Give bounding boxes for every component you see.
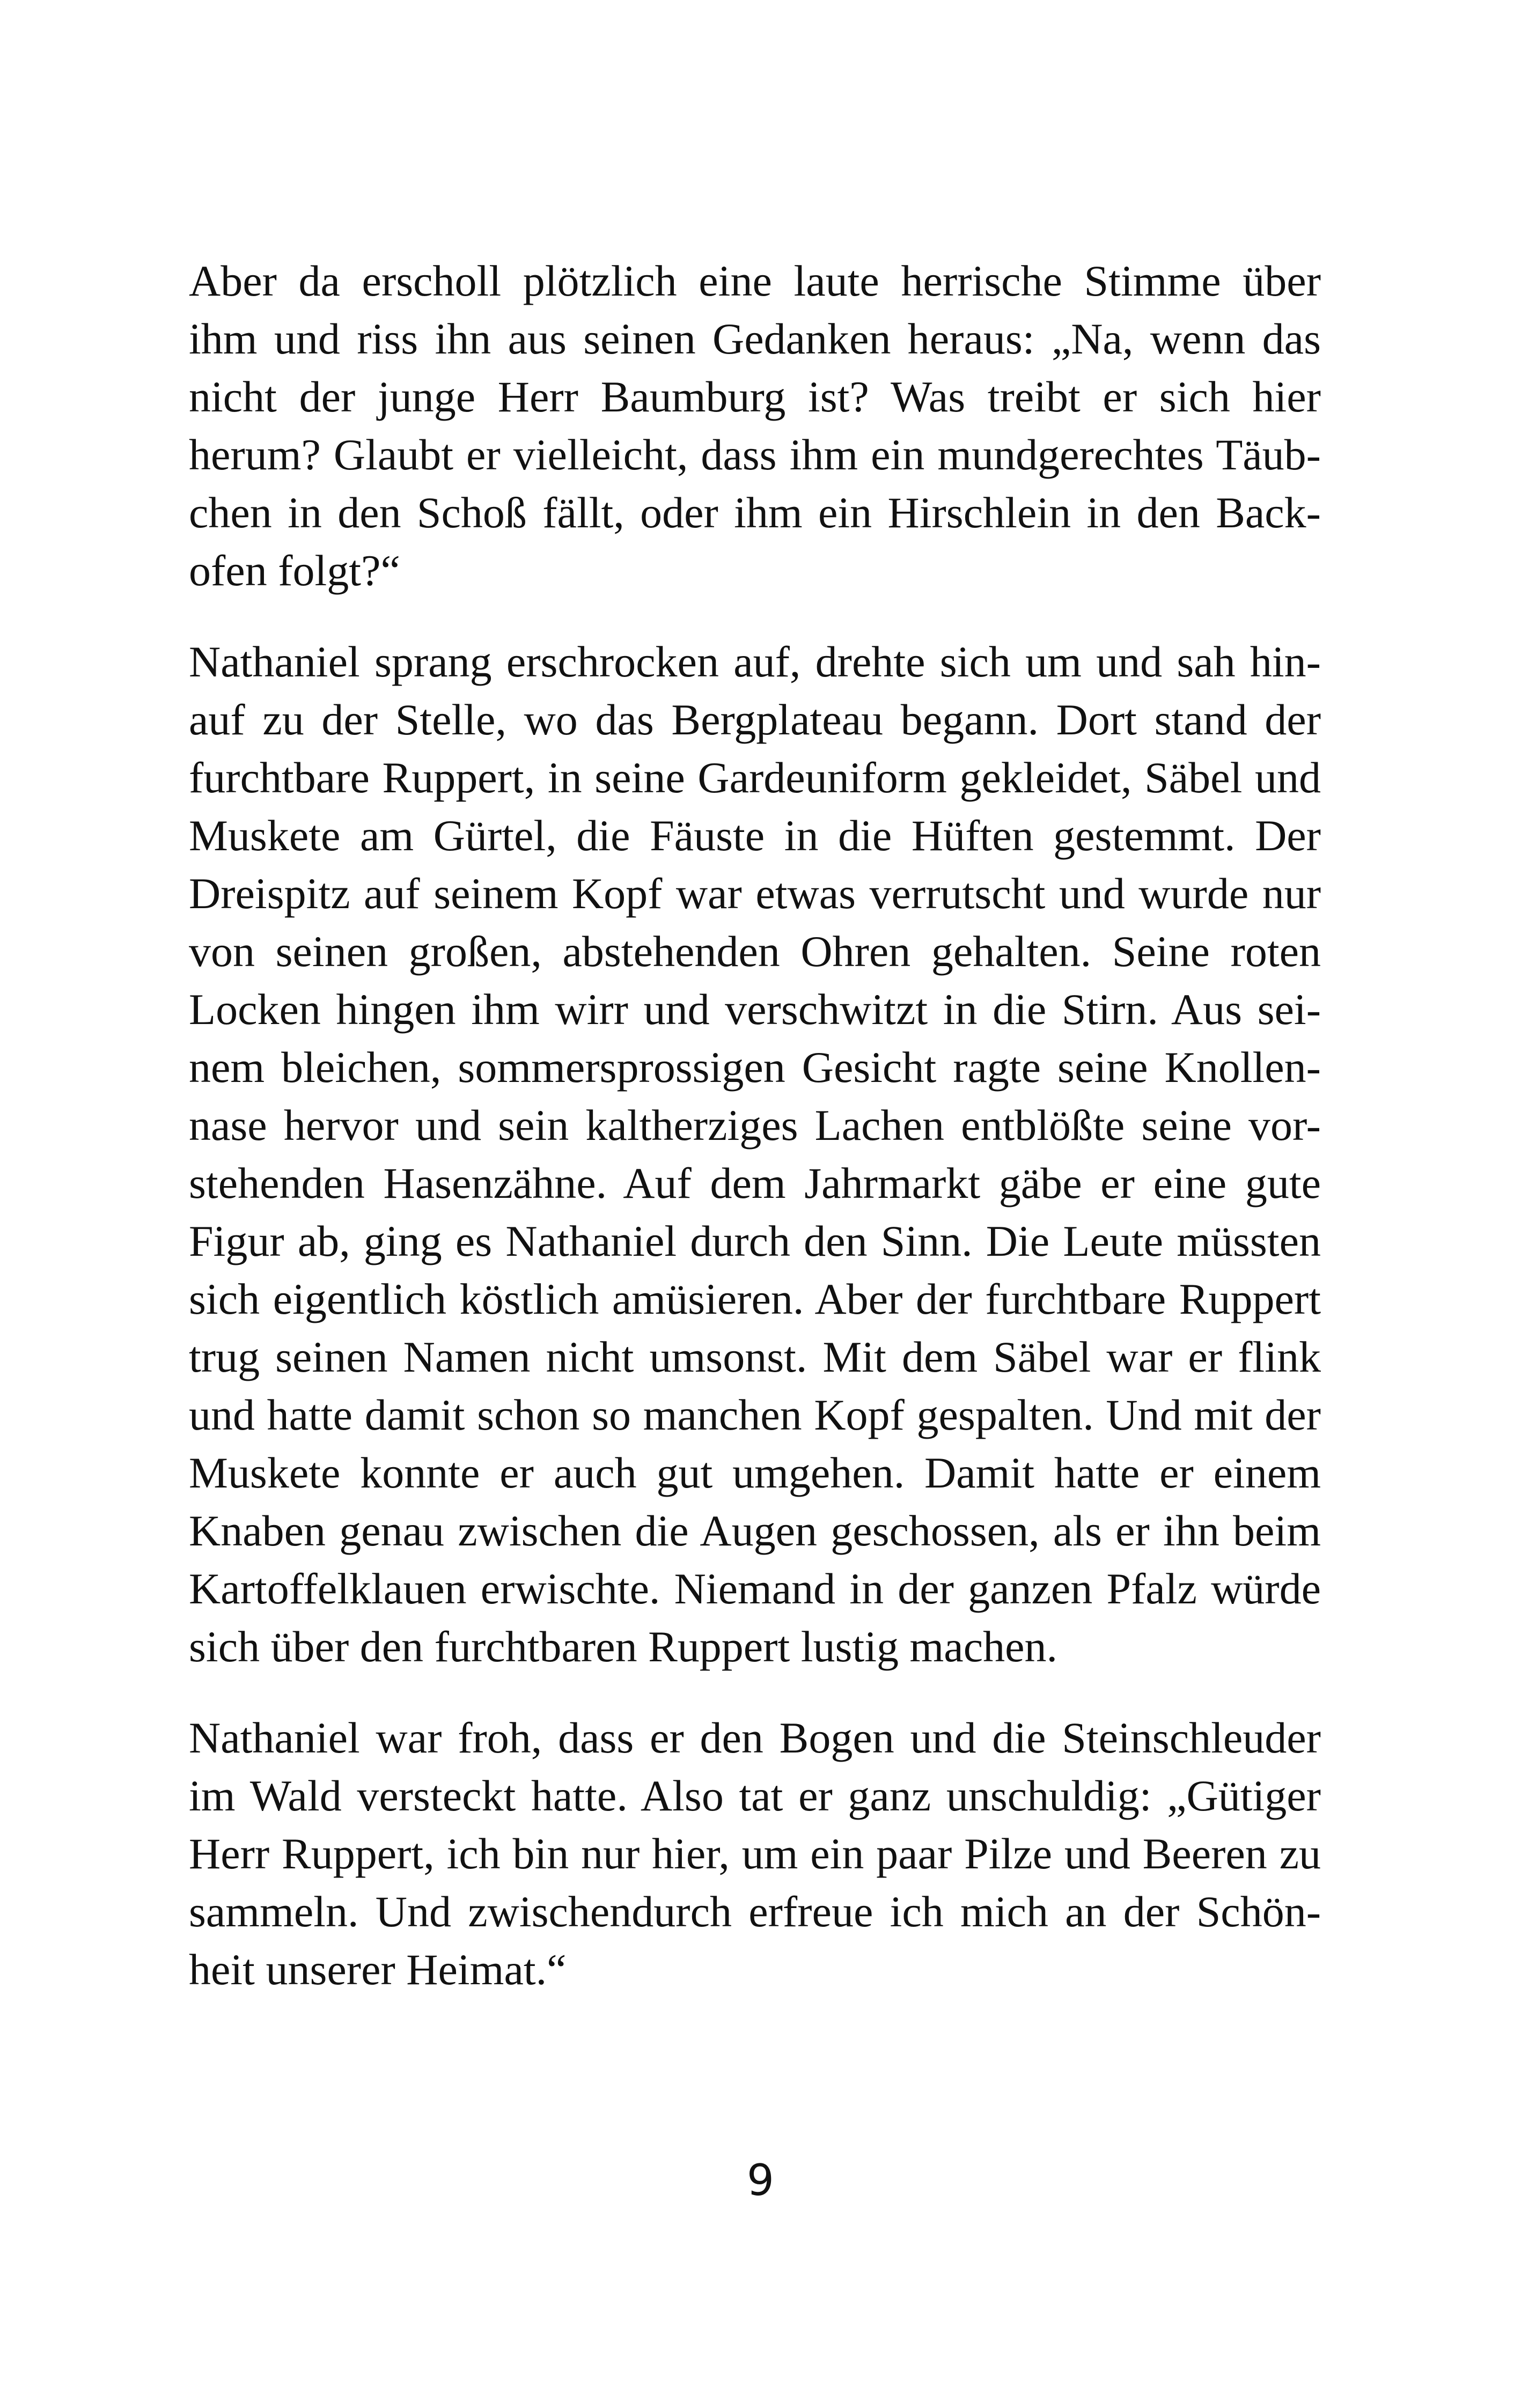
text-line: Herr Ruppert, ich bin nur hier, um ein paar Pilze und Beeren zu [189,1829,1321,1878]
text-line: furchtbare Ruppert, in seine Gardeuniform gekleidet, Säbel und [189,753,1321,802]
text-line: sammeln. Und zwischendurch erfreue ich mich an der Schön- [189,1887,1321,1936]
text-line: Kartoffelklauen erwischte. Niemand in der ganzen Pfalz würde [189,1564,1321,1613]
text-line: ihm und riss ihn aus seinen Gedanken heraus: „Na, wenn das [189,314,1321,363]
body-text [189,252,1321,2032]
text-line: nase hervor und sein kaltherziges Lachen entblößte seine vor- [189,1101,1321,1150]
text-line: von seinen großen, abstehenden Ohren gehalten. Seine roten [189,927,1321,976]
text-line: chen in den Schoß fällt, oder ihm ein Hirschlein in den Back- [189,488,1321,537]
text-line: Nathaniel sprang erschrocken auf, drehte sich um und sah hin- [189,637,1321,686]
text-line: heit unserer Heimat.“ [189,1945,567,1994]
text-line: herum? Glaubt er vielleicht, dass ihm ein mundgerechtes Täub- [189,430,1321,479]
text-line: sich über den furchtbaren Ruppert lustig machen. [189,1622,1057,1671]
text-line: im Wald versteckt hatte. Also tat er ganz unschuldig: „Gütiger [189,1771,1321,1820]
text-line: Locken hingen ihm wirr und verschwitzt in die Stirn. Aus sei- [189,985,1321,1034]
text-line: Muskete konnte er auch gut umgehen. Damit hatte er einem [189,1448,1321,1497]
text-line: Dreispitz auf seinem Kopf war etwas verrutscht und wurde nur [189,869,1321,918]
text-line: sich eigentlich köstlich amüsieren. Aber der furchtbare Ruppert [189,1275,1321,1323]
text-line: und hatte damit schon so manchen Kopf gespalten. Und mit der [189,1390,1321,1439]
text-line: Nathaniel war froh, dass er den Bogen und die Steinschleuder [189,1713,1321,1762]
paragraph-3 [189,1709,1321,1999]
text-line: nicht der junge Herr Baumburg ist? Was treibt er sich hier [189,372,1321,421]
text-line: auf zu der Stelle, wo das Bergplateau begann. Dort stand der [189,695,1321,744]
text-line: nem bleichen, sommersprossigen Gesicht ragte seine Knollen- [189,1043,1321,1092]
text-line: Knaben genau zwischen die Augen geschossen, als er ihn beim [189,1506,1321,1555]
text-line: Aber da erscholl plötzlich eine laute herrische Stimme über [189,256,1321,305]
text-line: Muskete am Gürtel, die Fäuste in die Hüften gestemmt. Der [189,811,1321,860]
paragraph-1 [189,252,1321,600]
paragraph-2 [189,633,1321,1676]
text-line: Figur ab, ging es Nathaniel durch den Sinn. Die Leute müssten [189,1217,1321,1265]
text-line: ofen folgt?“ [189,546,400,595]
text-line: trug seinen Namen nicht umsonst. Mit dem Säbel war er flink [189,1332,1321,1381]
page-number: 9 [747,2155,774,2205]
text-line: stehenden Hasenzähne. Auf dem Jahrmarkt gäbe er eine gute [189,1159,1321,1207]
